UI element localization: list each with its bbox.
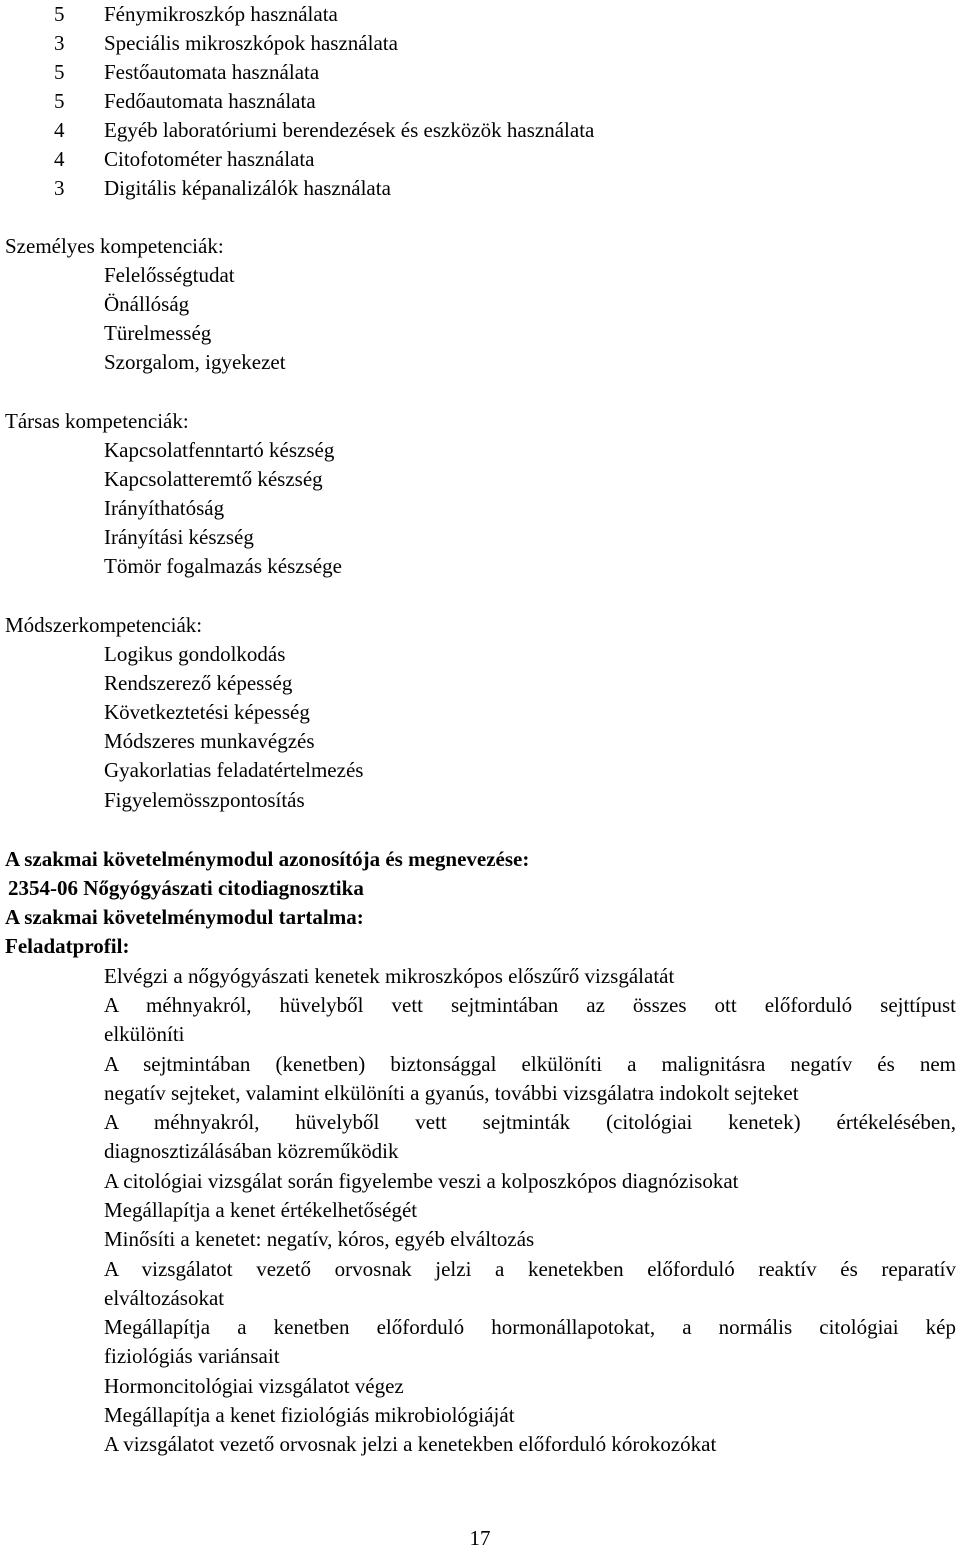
level-number: 5 [54,2,65,26]
level-number: 5 [54,60,65,84]
competency-item: Türelmesség [104,321,212,345]
equipment-text: Citofotométer használata [104,147,315,171]
task-item: A citológiai vizsgálat során figyelembe veszi a kolposzkópos diagnózisokat [104,1169,739,1193]
task-item: Minősíti a kenetet: negatív, kóros, egyéb elváltozás [104,1227,535,1251]
task-item: Elvégzi a nőgyógyászati kenetek mikroszkópos előszűrő vizsgálatát [104,964,675,988]
task-item-continuation: elváltozásokat [104,1286,225,1310]
competency-item: Felelősségtudat [104,263,235,287]
level-number: 4 [54,118,65,142]
social-competencies-heading: Társas kompetenciák: [5,409,189,433]
competency-item: Szorgalom, igyekezet [104,350,286,374]
level-number: 3 [54,31,65,55]
task-item: Megállapítja a kenetben előforduló hormonállapotokat, a normális citológiai kép [104,1315,956,1339]
task-item: A méhnyakról, hüvelyből vett sejtmintában az összes ott előforduló sejttípust [104,993,956,1017]
task-item: A vizsgálatot vezető orvosnak jelzi a kenetekben előforduló reaktív és reparatív [104,1257,956,1281]
competency-item: Módszeres munkavégzés [104,729,315,753]
competency-item: Irányíthatóság [104,496,225,520]
task-item: A sejtmintában (kenetben) biztonsággal elkülöníti a malignitásra negatív és nem [104,1052,956,1076]
page-number: 17 [469,1526,491,1550]
task-item-continuation: fiziológiás variánsait [104,1344,280,1368]
competency-item: Irányítási készség [104,525,254,549]
equipment-text: Festőautomata használata [104,60,320,84]
competency-item: Figyelemösszpontosítás [104,788,305,812]
competency-item: Kapcsolatteremtő készség [104,467,323,491]
equipment-text: Fénymikroszkóp használata [104,2,338,26]
task-item: Megállapítja a kenet értékelhetőségét [104,1198,418,1222]
level-number: 4 [54,147,65,171]
competency-item: Kapcsolatfenntartó készség [104,438,335,462]
module-code-name: 2354-06 Nőgyógyászati citodiagnosztika [8,876,364,900]
equipment-text: Fedőautomata használata [104,89,316,113]
module-id-heading: A szakmai követelménymodul azonosítója és megnevezése: [5,847,530,871]
competency-item: Tömör fogalmazás készsége [104,554,342,578]
competency-item: Rendszerező képesség [104,671,293,695]
task-item: A vizsgálatot vezető orvosnak jelzi a kenetekben előforduló kórokozókat [104,1432,717,1456]
task-item-continuation: negatív sejteket, valamint elkülöníti a gyanús, további vizsgálatra indokolt sejteket [104,1081,799,1105]
competency-item: Gyakorlatias feladatértelmezés [104,758,364,782]
task-profile-heading: Feladatprofil: [5,934,130,958]
task-item-continuation: diagnosztizálásában közreműködik [104,1139,399,1163]
equipment-text: Egyéb laboratóriumi berendezések és eszközök használata [104,118,595,142]
level-number: 5 [54,89,65,113]
level-number: 3 [54,176,65,200]
personal-competencies-heading: Személyes kompetenciák: [5,234,224,258]
task-item: Hormoncitológiai vizsgálatot végez [104,1374,404,1398]
method-competencies-heading: Módszerkompetenciák: [5,613,203,637]
task-item: Megállapítja a kenet fiziológiás mikrobiológiáját [104,1403,515,1427]
competency-item: Logikus gondolkodás [104,642,286,666]
competency-item: Következtetési képesség [104,700,310,724]
task-item: A méhnyakról, hüvelyből vett sejtminták (citológiai kenetek) értékelésében, [104,1110,956,1134]
module-content-heading: A szakmai követelménymodul tartalma: [5,905,364,929]
equipment-text: Speciális mikroszkópok használata [104,31,398,55]
competency-item: Önállóság [104,292,190,316]
equipment-text: Digitális képanalizálók használata [104,176,391,200]
task-item-continuation: elkülöníti [104,1022,185,1046]
